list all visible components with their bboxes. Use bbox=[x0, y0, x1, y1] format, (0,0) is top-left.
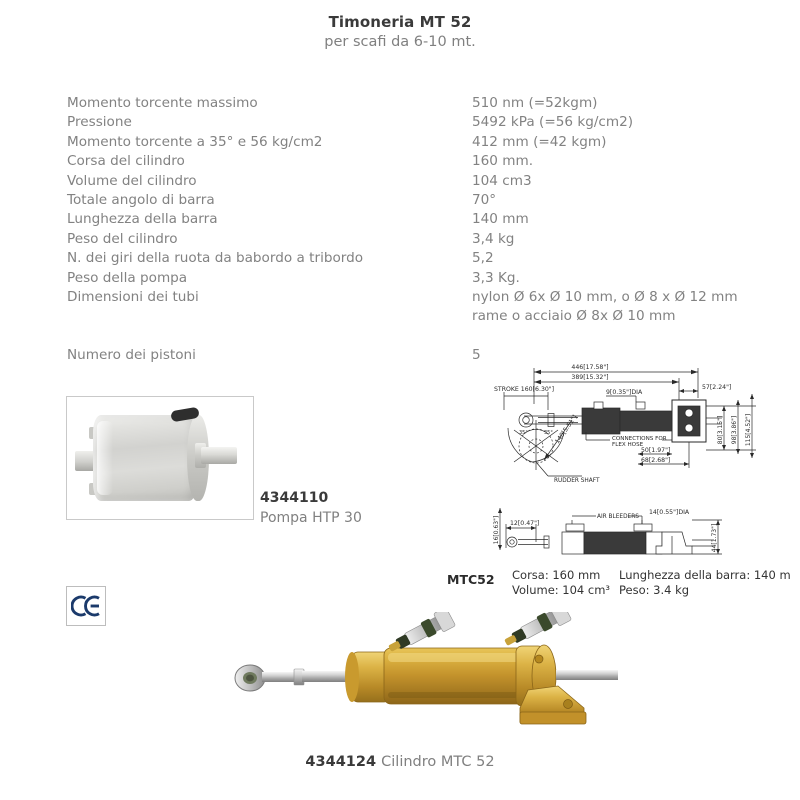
spec-label: Volume del cilindro bbox=[67, 172, 197, 189]
spec-row bbox=[67, 191, 767, 210]
spec-label: Lunghezza della barra bbox=[67, 211, 218, 228]
cylinder-product-photo bbox=[228, 612, 618, 734]
drawing2-dim-12: 12[0.47"] bbox=[510, 520, 540, 527]
spec-label: Peso del cilindro bbox=[67, 230, 178, 247]
pump-shaft bbox=[201, 447, 237, 464]
page-header bbox=[0, 12, 800, 52]
spec-value: 160 mm. bbox=[472, 153, 534, 170]
spec-value: rame o acciaio Ø 8x Ø 10 mm bbox=[472, 308, 676, 325]
ce-mark bbox=[66, 586, 106, 626]
spec-row bbox=[67, 249, 767, 268]
spec-row bbox=[67, 269, 767, 288]
pump-caption bbox=[260, 488, 362, 528]
mtc52-column-a bbox=[512, 568, 610, 598]
spec-value: 510 nm (=52kgm) bbox=[472, 95, 598, 111]
mtc52-spec-strip bbox=[447, 568, 800, 600]
spec-row-spacer bbox=[67, 327, 767, 346]
mtc52-bar-length: Lunghezza della barra: 140 m bbox=[619, 568, 791, 582]
spec-row bbox=[67, 172, 767, 191]
drawing-dia-label: 9[0.35"]DIA bbox=[606, 389, 643, 396]
technical-drawing-cylinder bbox=[486, 502, 794, 564]
drawing-dim-140: 140[5.51"] bbox=[553, 413, 579, 446]
cylinder-barrel bbox=[384, 648, 524, 704]
spec-label: Momento torcente a 35° e 56 kg/cm2 bbox=[67, 133, 323, 150]
spec-label: Momento torcente massimo bbox=[67, 95, 258, 111]
spec-value: 5 bbox=[472, 347, 481, 364]
drawing-dim-second: 389[15.32"] bbox=[571, 374, 609, 381]
drawing-angle-left: 35° bbox=[519, 430, 528, 436]
pump-code: 4344110 bbox=[260, 490, 329, 506]
spec-label bbox=[67, 327, 472, 346]
mtc52-volume: Volume: 104 cm³ bbox=[512, 583, 611, 597]
mtc52-stroke: Corsa: 160 mm bbox=[512, 568, 601, 582]
mtc52-model-name: MTC52 bbox=[447, 572, 495, 587]
pump-name: Pompa HTP 30 bbox=[260, 510, 362, 526]
cylinder-name: Cilindro MTC 52 bbox=[381, 754, 495, 770]
technical-drawing-assembly bbox=[486, 358, 794, 498]
drawing2-dim-16: 16[0.63"] bbox=[493, 515, 500, 545]
spec-label: Pressione bbox=[67, 114, 132, 131]
spec-value: 104 cm3 bbox=[472, 172, 532, 189]
drawing-angle-right: 35° bbox=[544, 430, 553, 436]
page-title: Timoneria MT 52 bbox=[328, 13, 472, 31]
spec-row bbox=[67, 94, 767, 113]
drawing-dim-68: 68[2.68"] bbox=[641, 457, 671, 464]
drawing-stroke-label: STROKE 160[6.30"] bbox=[494, 386, 555, 393]
spec-label: N. dei giri della ruota da babordo a tribordo bbox=[67, 250, 364, 267]
spec-label: Peso della pompa bbox=[67, 269, 188, 286]
spec-row bbox=[67, 307, 767, 326]
specifications-table bbox=[67, 94, 767, 365]
spec-value: 70° bbox=[472, 191, 497, 208]
cylinder-rear-cap bbox=[345, 652, 390, 702]
spec-row bbox=[67, 210, 767, 229]
spec-row bbox=[67, 230, 767, 249]
spec-value: 140 mm bbox=[472, 211, 529, 228]
spec-label: Corsa del cilindro bbox=[67, 153, 185, 170]
cylinder-caption bbox=[0, 750, 800, 773]
drawing-rudder-shaft-label: RUDDER SHAFT bbox=[554, 478, 600, 484]
page-subtitle: per scafi da 6-10 mt. bbox=[324, 34, 476, 50]
spec-row bbox=[67, 133, 767, 152]
spec-label: Totale angolo di barra bbox=[67, 191, 215, 208]
pump-product-photo bbox=[66, 396, 254, 520]
cylinder-mounting-foot bbox=[520, 686, 586, 724]
spec-row bbox=[67, 288, 767, 307]
spec-value: 5,2 bbox=[472, 250, 494, 267]
spec-value: nylon Ø 6x Ø 10 mm, o Ø 8 x Ø 12 mm bbox=[472, 288, 738, 305]
pump-body bbox=[93, 415, 197, 501]
drawing-dim-80: 80[3.15"] bbox=[717, 415, 724, 445]
drawing2-dim-44: 44[1.73"] bbox=[711, 523, 718, 553]
cylinder-eye-end bbox=[235, 665, 265, 691]
drawing2-dia-label: 14[0.55"]DIA bbox=[649, 509, 690, 516]
spec-value bbox=[472, 327, 767, 346]
drawing-dim-50: 50[1.97"] bbox=[641, 447, 671, 454]
mtc52-column-b bbox=[619, 568, 791, 598]
mtc52-weight: Peso: 3.4 kg bbox=[619, 583, 690, 597]
drawing-dim-total: 446[17.58"] bbox=[571, 364, 609, 371]
spec-row bbox=[67, 113, 767, 132]
drawing-dim-right: 57[2.24"] bbox=[702, 384, 732, 391]
drawing-dim-98: 98[3.86"] bbox=[731, 415, 738, 445]
spec-value: 412 mm (=42 kgm) bbox=[472, 133, 607, 150]
spec-value: 3,3 Kg. bbox=[472, 269, 520, 286]
drawing-connections-label-2: FLEX HOSE bbox=[612, 442, 644, 448]
drawing2-air-bleeders-label: AIR BLEEDERS bbox=[597, 514, 639, 520]
spec-value: 5492 kPa (=56 kg/cm2) bbox=[472, 114, 634, 131]
spec-row bbox=[67, 152, 767, 171]
cylinder-code: 4344124 bbox=[305, 754, 377, 770]
drawing-connections-label: CONNECTIONS FOR bbox=[612, 436, 667, 442]
ce-logo-icon bbox=[71, 595, 101, 617]
spec-label: Numero dei pistoni bbox=[67, 347, 196, 364]
spec-label: Dimensioni dei tubi bbox=[67, 288, 199, 305]
drawing-dim-115: 115[4.52"] bbox=[745, 413, 752, 447]
spec-value: 3,4 kg bbox=[472, 230, 515, 247]
